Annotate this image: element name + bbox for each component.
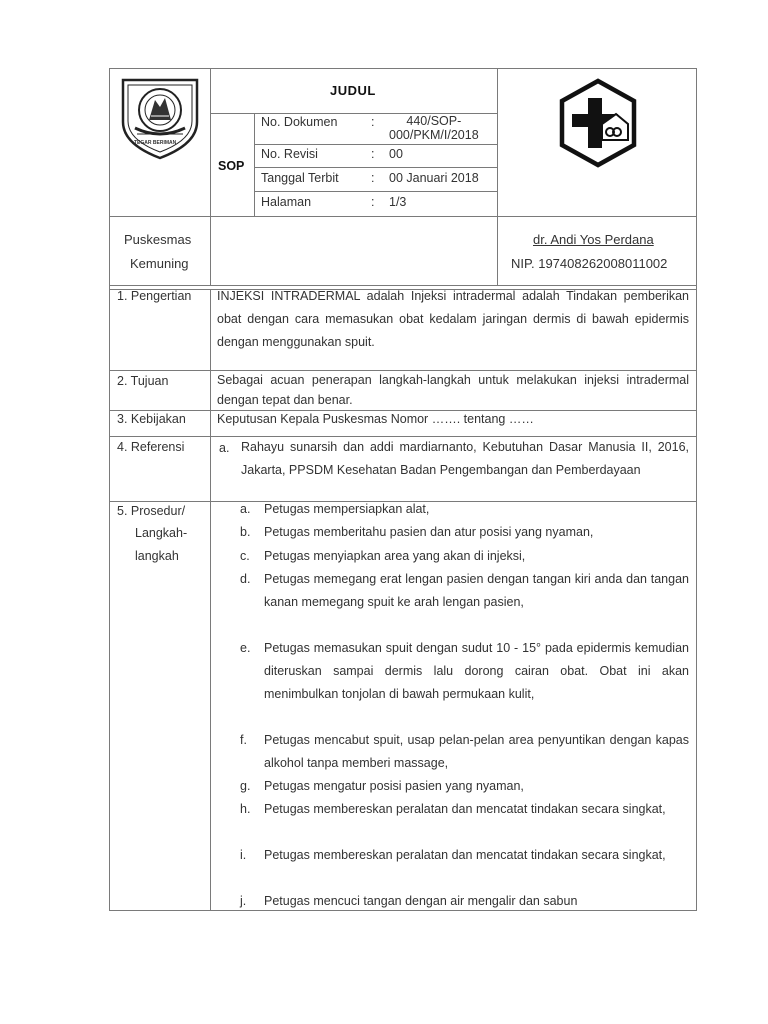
org-name-line2: Kemuning	[130, 256, 189, 271]
list-text: Petugas membereskan peralatan dan mencatat tindakan secara singkat,	[264, 802, 666, 816]
list-text: Petugas mencuci tangan dengan air mengalir dan sabun	[264, 894, 578, 908]
section-label-referensi: 4. Referensi	[117, 440, 185, 454]
field-value-no-revisi: 00	[389, 147, 403, 161]
list-item	[240, 775, 690, 798]
field-label-no-dokumen: No. Dokumen	[261, 115, 338, 129]
section-label-kebijakan: 3. Kebijakan	[117, 412, 186, 426]
puskesmas-logo-icon	[558, 78, 638, 168]
list-text: Petugas memasukan spuit dengan sudut 10 - 15° pada epidermis kemudian diteruskan sampai dermis lalu dorong cairan obat. Obat ini akan menimbulkan tonjolan di bawah permukaan kulit,	[264, 641, 689, 701]
section-label-prosedur-line3: langkah	[135, 549, 179, 563]
header-top-border	[109, 68, 697, 69]
list-item	[240, 729, 690, 775]
section-text-referensi: Rahayu sunarsih dan addi mardiarnanto, Kebutuhan Dasar Manusia II, 2016, Jakarta, PPSDM Kesehatan Badan Pengembangan dan Pemberdayaan	[241, 440, 689, 477]
list-text: Petugas memegang erat lengan pasien dengan tangan kiri anda dan tangan kanan memegang spuit ke arah lengan pasien,	[264, 572, 689, 609]
list-text: Petugas menyiapkan area yang akan di injeksi,	[264, 549, 526, 563]
field-label-halaman: Halaman	[261, 195, 312, 209]
sop-label: SOP	[218, 159, 245, 173]
list-marker: i.	[240, 848, 247, 862]
field-value-tanggal-terbit: 00 Januari 2018	[389, 171, 479, 185]
list-text: Petugas mencabut spuit, usap pelan-pelan area penyuntikan dengan kapas alkohol tanpa memberi massage,	[264, 733, 689, 770]
org-name-line1: Puskesmas	[124, 232, 192, 247]
section-label-tujuan: 2. Tujuan	[117, 374, 169, 388]
section-text-tujuan: Sebagai acuan penerapan langkah-langkah untuk melakukan injeksi intradermal dengan tepat dan benar.	[217, 373, 689, 407]
list-item	[240, 521, 690, 544]
field-row-line-1	[254, 144, 497, 145]
list-marker: d.	[240, 572, 251, 586]
field-sep-halaman: :	[371, 195, 375, 209]
list-item	[240, 844, 690, 890]
field-value-halaman: 1/3	[389, 195, 407, 209]
section-label-pengertian: 1. Pengertian	[117, 289, 192, 303]
list-text: Petugas mempersiapkan alat,	[264, 502, 430, 516]
list-item	[240, 637, 690, 729]
section-text-pengertian: INJEKSI INTRADERMAL adalah Injeksi intradermal adalah Tindakan pemberikan obat dengan cara memasukan obat kedalam jaringan dermis di bawah epidermis dengan menggunakan spuit.	[217, 289, 689, 349]
header-col-divider-1	[210, 68, 211, 285]
section-label-prosedur: 5. Prosedur/	[117, 504, 186, 518]
field-sep-no-dokumen: :	[371, 115, 375, 129]
list-marker: h.	[240, 802, 251, 816]
field-row-line-3	[254, 191, 497, 192]
field-label-no-revisi: No. Revisi	[261, 147, 318, 161]
list-item	[240, 890, 690, 913]
list-marker: b.	[240, 525, 251, 539]
list-marker: c.	[240, 549, 250, 563]
header-col-divider-2	[497, 68, 498, 285]
signer-name: dr. Andi Yos Perdana	[533, 232, 654, 247]
list-item	[240, 798, 690, 844]
section-text-kebijakan: Keputusan Kepala Puskesmas Nomor ……. tentang ……	[217, 412, 534, 426]
list-marker: e.	[240, 641, 251, 655]
list-marker: g.	[240, 779, 251, 793]
document-title: JUDUL	[330, 83, 376, 98]
emblem-motto: TEGAR BERIMAN	[134, 140, 177, 146]
list-marker: a.	[240, 502, 251, 516]
table-right-border	[696, 68, 697, 911]
body-col-divider	[210, 289, 211, 911]
list-marker: j.	[240, 894, 247, 908]
field-row-line-2	[254, 167, 497, 168]
signer-nip: NIP. 197408262008011002	[511, 256, 668, 271]
list-item	[240, 568, 690, 637]
field-sep-no-revisi: :	[371, 147, 375, 161]
list-marker: f.	[240, 733, 247, 747]
header-divider	[109, 216, 697, 217]
list-item	[240, 498, 690, 521]
list-text: Petugas membereskan peralatan dan mencatat tindakan secara singkat,	[264, 848, 666, 862]
field-label-tanggal-terbit: Tanggal Terbit	[261, 171, 339, 185]
list-item	[240, 545, 690, 568]
table-left-border	[109, 68, 110, 911]
field-value-no-dokumen: 440/SOP- 000/PKM/I/2018	[389, 114, 479, 142]
sop-col-divider	[254, 113, 255, 216]
referensi-marker: a.	[219, 441, 230, 455]
list-text: Petugas memberitahu pasien dan atur posisi yang nyaman,	[264, 525, 594, 539]
list-text: Petugas mengatur posisi pasien yang nyaman,	[264, 779, 524, 793]
regency-emblem-icon	[119, 76, 201, 160]
field-sep-tanggal-terbit: :	[371, 171, 375, 185]
section-label-prosedur-line2: Langkah-	[135, 526, 188, 540]
